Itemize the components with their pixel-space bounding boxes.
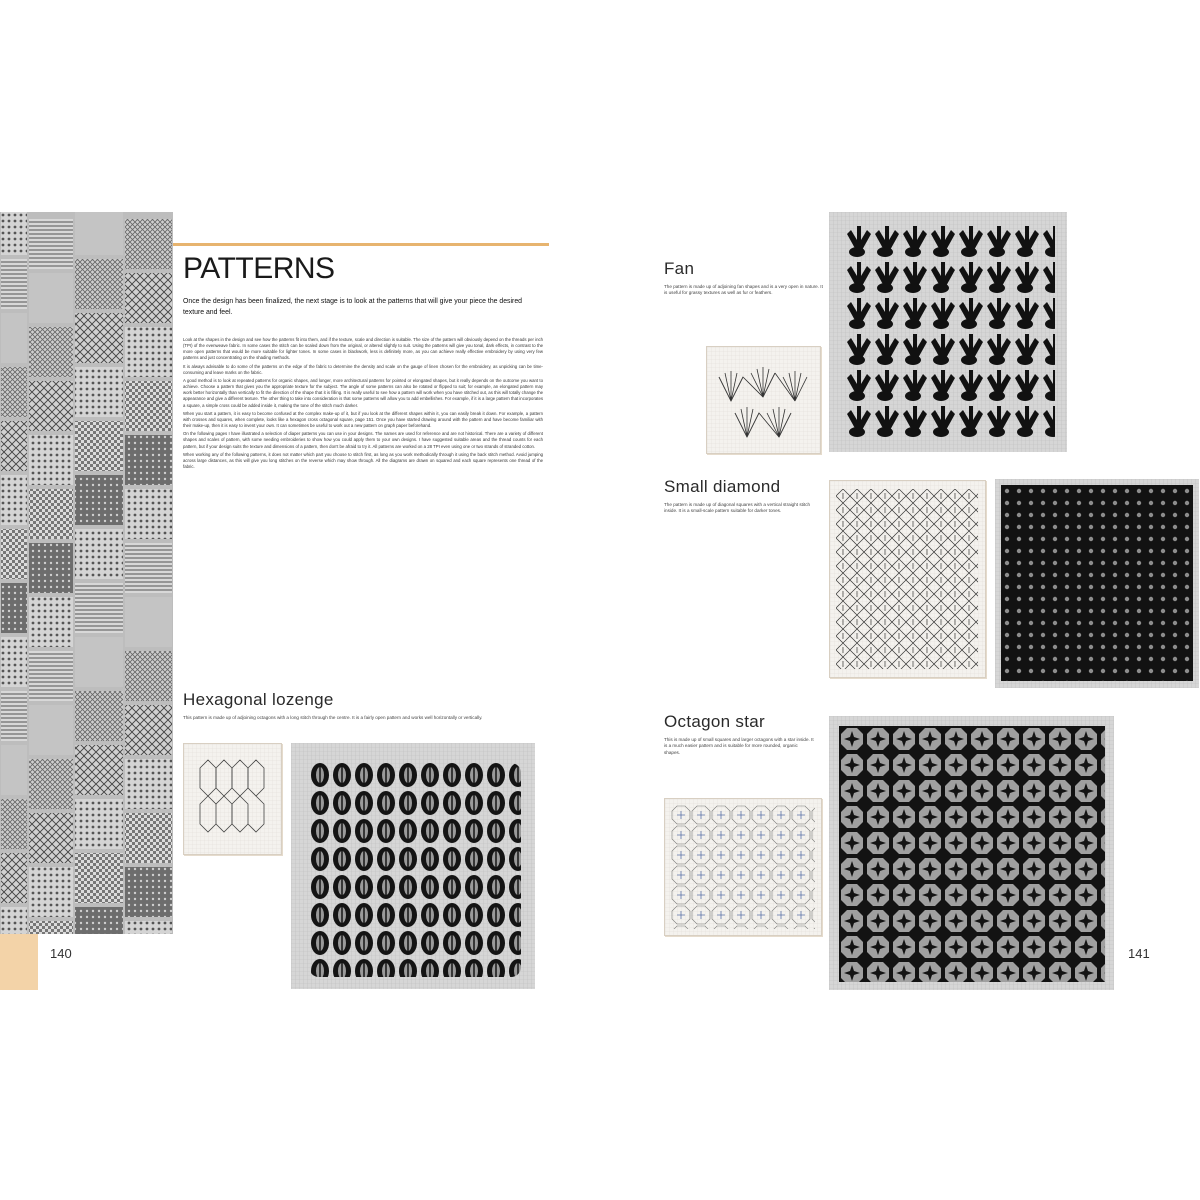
sampler-tile bbox=[1, 475, 27, 525]
sampler-tile bbox=[1, 853, 27, 903]
sampler-tile bbox=[125, 705, 172, 755]
sampler-tile bbox=[1, 313, 27, 363]
small-diamond-chart bbox=[829, 480, 986, 678]
sampler-tile bbox=[1, 907, 27, 934]
sampler-tile bbox=[75, 367, 123, 417]
sampler-tile bbox=[1, 421, 27, 471]
page-tab bbox=[0, 934, 38, 990]
sampler-tile bbox=[75, 907, 123, 934]
sampler-tile bbox=[75, 637, 123, 687]
sampler-tile bbox=[29, 921, 73, 934]
sampler-tile bbox=[125, 435, 172, 485]
sampler-tile bbox=[125, 381, 172, 431]
book-spread bbox=[0, 212, 1200, 992]
sampler-tile bbox=[75, 745, 123, 795]
body-paragraph: It is always advisable to do some of the patterns on the edge of the fabric to determine the density and scale on the gauge of linen chosen for the embroidery, as unpicking can be time-consuming and leave marks on the fabric. bbox=[183, 363, 543, 375]
sampler-tile bbox=[29, 813, 73, 863]
section-heading-octagon-star: Octagon star bbox=[664, 712, 765, 731]
sampler-tile bbox=[1, 367, 27, 417]
sampler-tile bbox=[125, 921, 172, 934]
sampler-tile bbox=[29, 327, 73, 377]
fan-stitched-photo bbox=[829, 212, 1067, 452]
sampler-tile bbox=[75, 212, 123, 255]
section-desc-hexagonal-lozenge: This pattern is made up of adjoining octagons with a long stitch through the centre. It is a fairly open pattern and works well horizontally or vertically. bbox=[183, 715, 483, 720]
sampler-tile bbox=[29, 489, 73, 539]
body-paragraph: When you start a pattern, it is easy to become confused at the complex make-up of it, but if you look at the different shapes within it, you can easily break it down. For example, a pattern with crosses and squares, when complete, looks like a hexagon cross octagonal square, page 151. Once you have started drawing around with the pattern and have become familiar with their make-up, then it is easy to invent your own. It can sometimes be useful to work out a new pattern on graph paper beforehand. bbox=[183, 410, 543, 429]
sampler-tile bbox=[1, 529, 27, 579]
section-desc-octagon-star: This is made up of small squares and larger octagons with a star inside. It is a much easier pattern and is suitable for more rounded, organic shapes. bbox=[664, 737, 814, 755]
sampler-tile bbox=[75, 421, 123, 471]
hexagonal-lozenge-stitched-photo bbox=[291, 743, 535, 989]
sampler-tile bbox=[29, 867, 73, 917]
sampler-tile bbox=[29, 651, 73, 701]
sampler-tile bbox=[1, 745, 27, 795]
sampler-tile bbox=[125, 759, 172, 809]
section-desc-fan: The pattern is made up of adjoining fan shapes and is a very open in nature. It is useful for grassy textures as well as fur or feathers. bbox=[664, 284, 823, 296]
body-text bbox=[183, 337, 543, 677]
sampler-tile bbox=[29, 219, 73, 269]
sampler-tile bbox=[1, 259, 27, 309]
section-heading-small-diamond: Small diamond bbox=[664, 477, 781, 496]
octagon-star-stitched-photo bbox=[829, 716, 1114, 990]
intro-text: Once the design has been finalized, the next stage is to look at the patterns that will give your piece the desired texture and feel. bbox=[183, 298, 522, 316]
sampler-tile bbox=[125, 543, 172, 593]
sampler-tile bbox=[75, 529, 123, 579]
sampler-tile bbox=[75, 475, 123, 525]
sampler-tile bbox=[125, 327, 172, 377]
sampler-tile bbox=[1, 583, 27, 633]
sampler-tile bbox=[29, 759, 73, 809]
sampler-tile bbox=[1, 799, 27, 849]
sampler-tile bbox=[75, 259, 123, 309]
fan-chart bbox=[706, 346, 821, 454]
sampler-tile bbox=[1, 691, 27, 741]
sampler-tile bbox=[29, 381, 73, 431]
body-paragraph: On the following pages I have illustrated a selection of diaper patterns you can use in your designs. The names are used for reference and are not historical. There are a variety of different shapes and scales of pattern, with some needing embroideries to show how you could apply them to your own designs. I have suggested suitable areas and the thread counts for each pattern, but if your design suits the texture and dimensions of a pattern, then don't be afraid to try it. All patterns are worked on a 28 TPI even using one or two strands of stranded cotton. bbox=[183, 431, 543, 449]
page-number-right: 141 bbox=[1128, 946, 1150, 961]
small-diamond-stitched-photo bbox=[995, 479, 1199, 688]
sampler-tile bbox=[125, 867, 172, 917]
sampler-tile bbox=[29, 597, 73, 647]
sampler-tile bbox=[29, 705, 73, 755]
sampler-tile bbox=[125, 489, 172, 539]
section-heading-fan: Fan bbox=[664, 259, 695, 278]
sampler-tile bbox=[125, 273, 172, 323]
sampler-tile bbox=[75, 583, 123, 633]
sampler-tile bbox=[125, 597, 172, 647]
accent-rule bbox=[173, 243, 549, 246]
octagon-star-chart bbox=[664, 798, 822, 936]
hexagonal-lozenge-chart bbox=[183, 743, 282, 855]
sampler-tile bbox=[29, 435, 73, 485]
sampler-tile bbox=[125, 813, 172, 863]
sampler-tile bbox=[125, 651, 172, 701]
page-number-left: 140 bbox=[50, 946, 72, 961]
sampler-tile bbox=[75, 799, 123, 849]
sampler-photo bbox=[0, 212, 173, 934]
body-paragraph: When working any of the following patterns, it does not matter which part you choose to stitch first, as long as you work methodically through it using the back stitch method. Avoid jumping across large distances, as this will give you long stitches on the reverse which may show through. All the diagrams are drawn on squared and each square represents one thread of the fabric. bbox=[183, 451, 543, 469]
page-title: PATTERNS bbox=[183, 252, 335, 285]
body-paragraph: A good method is to look at repeated patterns for organic shapes, and longer, more architectural patterns for pointed or elongated shapes, but it really depends on the outcome you want to achieve. Choose a pattern that gives you the appropriate texture for the subject. The angle of some patterns can also be rotated or flipped to suit; for example, an elongated pattern may work better horizontally than vertically to fit the direction of the shape that it is filling. It is really useful to see how a pattern will work when you have stitched out, as this will totally change the appearance and give a different texture. The other thing to take into consideration is that some patterns will allow you to add embellishes. For example, if it is a large pattern that incorporates a square, a simple cross could be added inside it, making the tone of the stitch much darker. bbox=[183, 377, 543, 408]
section-heading-hexagonal-lozenge: Hexagonal lozenge bbox=[183, 690, 334, 709]
sampler-tile bbox=[75, 313, 123, 363]
sampler-tile bbox=[1, 637, 27, 687]
sampler-tile bbox=[1, 212, 27, 255]
sampler-tile bbox=[125, 219, 172, 269]
sampler-tile bbox=[29, 273, 73, 323]
section-desc-small-diamond: The pattern is made up of diagonal squares with a vertical straight stitch inside. It is a small-scale pattern suitable for darker tones. bbox=[664, 502, 811, 514]
body-paragraph: Look at the shapes in the design and see how the patterns fit into them, and if the texture, scale and direction is suitable. The size of the pattern will obviously depend on the threads per inch (TPI) of the evenweave fabric. In some cases the stitch can be scaled down from the original, or altered slightly to suit. Using the patterns will give you tonal, dark effects, in contrast to the more open patterns that would be more suitable for lighter tones. In some cases in blackwork, less is definitely more, as you can achieve really effective embroidery by using very few patterns and just concentrating on the shading methods. bbox=[183, 337, 543, 361]
sampler-tile bbox=[75, 853, 123, 903]
sampler-tile bbox=[75, 691, 123, 741]
sampler-tile bbox=[29, 543, 73, 593]
